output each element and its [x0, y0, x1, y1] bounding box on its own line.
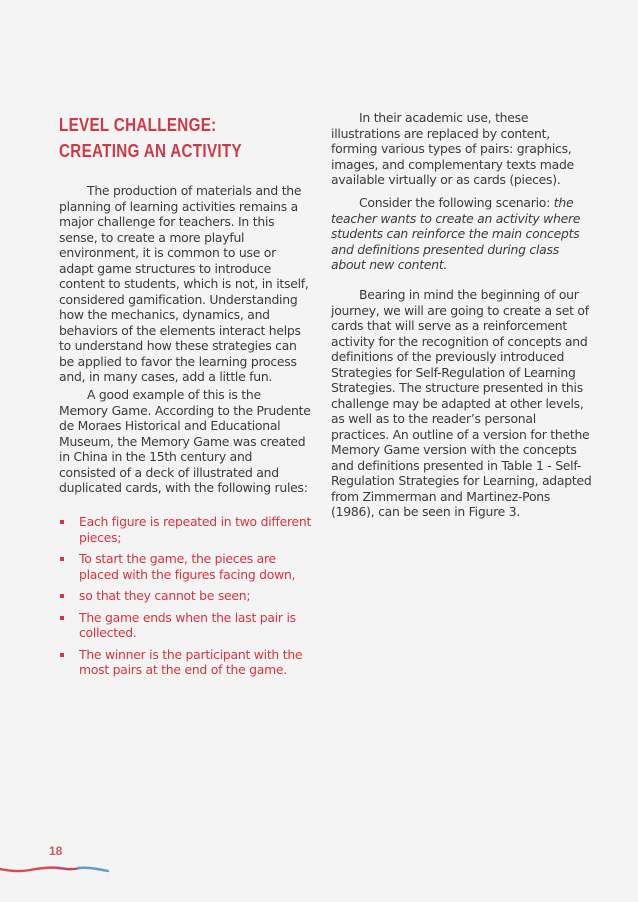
- bullet-icon: [60, 653, 64, 657]
- rule-item: The game ends when the last pair is collected.: [59, 610, 315, 641]
- memory-game-paragraph: A good example of this is the Memory Game. According to the Prudente de Moraes Historical and Educational Museum, the Memory Game was created in China in the 15th century and consisted of a deck of illustrated and duplicated cards, with the following rules:: [59, 387, 311, 495]
- scenario-paragraph: Consider the following scenario: the teacher wants to create an activity where students can reinforce the main concepts and definitions presented during class about new content.: [331, 195, 581, 272]
- journey-paragraph: Bearing in mind the beginning of our journey, we will are going to create a set of cards that will serve as a reinforcement activity for the recognition of concepts and definitions of the previously introduced Strategies for Self-Regulation of Learning Strategies. The structure presented in this challenge may be adapted at other levels, as well as to the reader’s personal practices. An outline of a version for thethe Memory Game version with the concepts and definitions presented in Table 1 - Self-Regulation Strategies for Learning, adapted from Zimmerman and Martinez-Pons (1986), can be seen in Figure 3.: [331, 287, 592, 519]
- rule-item: Each figure is repeated in two different pieces;: [59, 514, 315, 545]
- rule-item: To start the game, the pieces are placed with the figures facing down,: [59, 551, 315, 582]
- bullet-icon: [60, 594, 64, 598]
- scenario-italic: the teacher wants to create an activity where students can reinforce the main concepts and definitions presented during class about new content.: [331, 195, 581, 272]
- rule-item: The winner is the participant with the most pairs at the end of the game.: [59, 647, 315, 678]
- rule-item: so that they cannot be seen;: [59, 588, 315, 604]
- rules-list: [59, 514, 315, 684]
- academic-use-paragraph: In their academic use, these illustrations are replaced by content, forming various types of pairs: graphics, images, and complementary texts made available virtually or as cards (pieces).: [331, 110, 574, 187]
- page-number: 18: [49, 844, 63, 858]
- bullet-icon: [60, 557, 64, 561]
- bullet-icon: [60, 616, 64, 620]
- bullet-icon: [60, 520, 64, 524]
- decorative-wave-icon: [0, 858, 120, 882]
- intro-paragraph: The production of materials and the planning of learning activities remains a major challenge for teachers. In this sense, to create a more playful environment, it is common to use or adapt game structures to introduce content to students, which is not, in itself, considered gamification. Understanding how the mechanics, dynamics, and behaviors of the elements interact helps to understand how these strategies can be applied to favor the learning process and, in many cases, add a little fun.: [59, 183, 309, 384]
- section-heading: LEVEL CHALLENGE: CREATING AN ACTIVITY: [59, 114, 242, 161]
